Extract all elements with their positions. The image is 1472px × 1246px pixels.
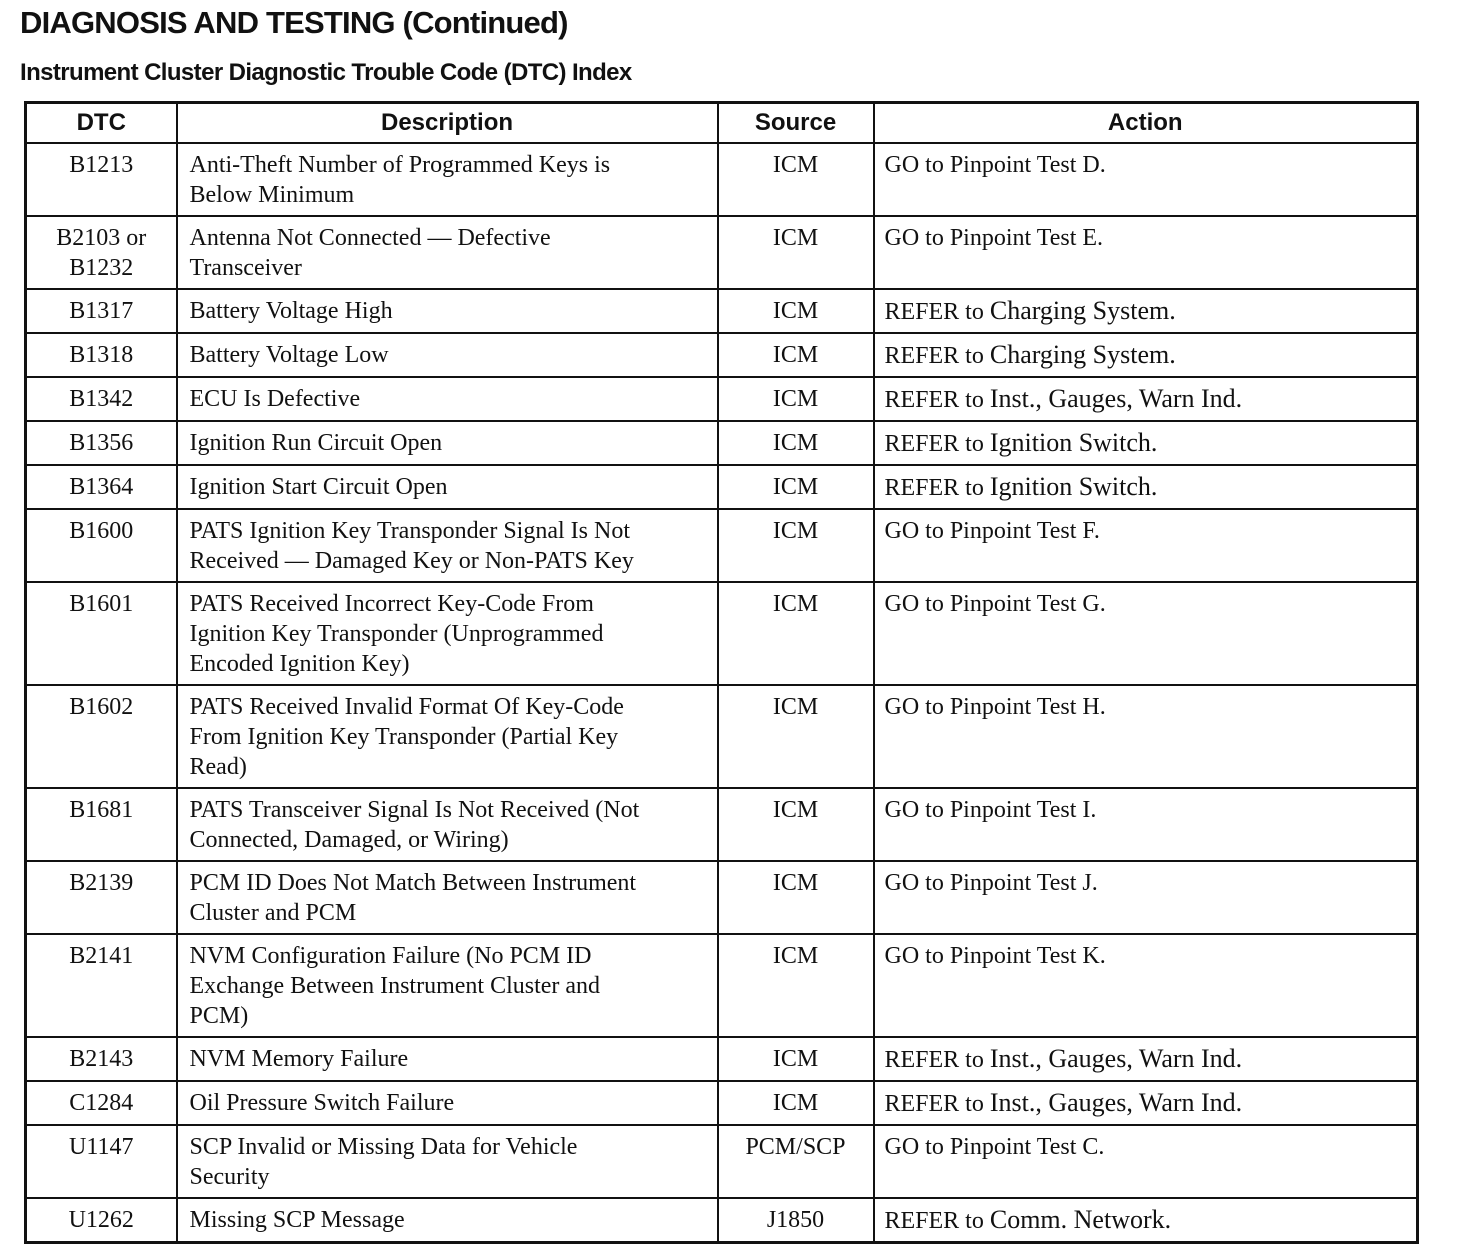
dtc-code-cell (26, 861, 177, 934)
table-row (26, 685, 1418, 788)
table-row (26, 289, 1418, 333)
header-description: Description (177, 103, 718, 144)
dtc-code-cell (26, 582, 177, 685)
action-instruction: GO to Pinpoint Test J. (884, 870, 1098, 896)
description-line: PCM ID Does Not Match Between Instrument (189, 870, 637, 896)
header-row (26, 103, 1418, 144)
action-instruction: REFER to (884, 1047, 984, 1073)
dtc-code-line: B2141 (69, 943, 134, 969)
dtc-code-cell (26, 216, 177, 289)
dtc-code-line: B2139 (69, 870, 134, 896)
description-line: Connected, Damaged, or Wiring) (189, 827, 509, 853)
description-cell (177, 143, 718, 216)
description-line: PCM) (189, 1003, 249, 1029)
description-cell (177, 377, 718, 421)
table-row (26, 333, 1418, 377)
action-cell (874, 1081, 1418, 1125)
source-cell: ICM (718, 788, 874, 861)
action-cell (874, 377, 1418, 421)
dtc-code-line: B1356 (69, 430, 134, 456)
description-line: Encoded Ignition Key) (189, 651, 410, 677)
description-line: NVM Memory Failure (189, 1046, 409, 1072)
dtc-code-line: B1602 (69, 694, 134, 720)
action-reference: Inst., Gauges, Warn Ind. (989, 1044, 1243, 1073)
action-reference: Charging System. (989, 296, 1176, 325)
dtc-code-line: B1342 (69, 386, 134, 412)
dtc-code-cell (26, 421, 177, 465)
action-instruction: GO to Pinpoint Test H. (884, 694, 1106, 720)
dtc-code-cell (26, 509, 177, 582)
action-instruction: GO to Pinpoint Test K. (884, 943, 1106, 969)
action-reference: Ignition Switch. (989, 428, 1158, 457)
action-instruction: REFER to (884, 431, 984, 457)
description-cell (177, 934, 718, 1037)
description-line: Exchange Between Instrument Cluster and (189, 973, 601, 999)
action-instruction: GO to Pinpoint Test E. (884, 225, 1104, 251)
description-line: Anti-Theft Number of Programmed Keys is (189, 152, 611, 178)
dtc-code-line: U1147 (69, 1134, 134, 1160)
dtc-code-cell (26, 377, 177, 421)
dtc-code-line: C1284 (69, 1090, 134, 1116)
table-row (26, 1081, 1418, 1125)
source-cell: ICM (718, 1037, 874, 1081)
description-line: Received — Damaged Key or Non-PATS Key (189, 548, 634, 574)
action-cell (874, 289, 1418, 333)
dtc-code-line: B1318 (69, 342, 134, 368)
description-line: Oil Pressure Switch Failure (189, 1090, 455, 1116)
source-cell: ICM (718, 143, 874, 216)
dtc-code-line: B2143 (69, 1046, 134, 1072)
source-cell: ICM (718, 934, 874, 1037)
action-instruction: GO to Pinpoint Test D. (884, 152, 1106, 178)
description-cell (177, 509, 718, 582)
header-dtc: DTC (26, 103, 177, 144)
dtc-code-cell (26, 1125, 177, 1198)
dtc-code-line: B1601 (69, 591, 134, 617)
table-row (26, 1037, 1418, 1081)
description-line: From Ignition Key Transponder (Partial Key (189, 724, 619, 750)
description-line: Antenna Not Connected — Defective (189, 225, 551, 251)
description-line: Transceiver (189, 255, 302, 281)
dtc-code-cell (26, 934, 177, 1037)
table-row (26, 465, 1418, 509)
table-title: Instrument Cluster Diagnostic Trouble Code (DTC) Index (20, 59, 632, 86)
source-cell: ICM (718, 861, 874, 934)
description-line: Ignition Start Circuit Open (189, 474, 448, 500)
description-line: Security (189, 1164, 270, 1190)
action-instruction: GO to Pinpoint Test I. (884, 797, 1097, 823)
action-instruction: GO to Pinpoint Test F. (884, 518, 1100, 544)
dtc-code-cell (26, 1081, 177, 1125)
action-cell (874, 582, 1418, 685)
table-row (26, 143, 1418, 216)
action-cell (874, 1037, 1418, 1081)
description-line: Read) (189, 754, 247, 780)
dtc-code-line: B1600 (69, 518, 134, 544)
action-instruction: REFER to (884, 475, 984, 501)
dtc-code-cell (26, 465, 177, 509)
dtc-code-cell (26, 289, 177, 333)
dtc-code-cell (26, 143, 177, 216)
description-line: Ignition Key Transponder (Unprogrammed (189, 621, 604, 647)
action-reference: Ignition Switch. (989, 472, 1158, 501)
table-row (26, 509, 1418, 582)
source-cell: ICM (718, 289, 874, 333)
dtc-code-line: B1364 (69, 474, 134, 500)
source-cell: ICM (718, 377, 874, 421)
action-cell (874, 685, 1418, 788)
source-cell: ICM (718, 465, 874, 509)
table-row (26, 788, 1418, 861)
action-cell (874, 1125, 1418, 1198)
description-cell (177, 333, 718, 377)
description-cell (177, 1037, 718, 1081)
action-cell (874, 421, 1418, 465)
description-line: Battery Voltage Low (189, 342, 389, 368)
action-reference: Inst., Gauges, Warn Ind. (989, 1088, 1243, 1117)
action-cell (874, 216, 1418, 289)
table-row (26, 216, 1418, 289)
dtc-code-cell (26, 788, 177, 861)
dtc-code-cell (26, 333, 177, 377)
description-line: SCP Invalid or Missing Data for Vehicle (189, 1134, 578, 1160)
description-cell (177, 421, 718, 465)
description-line: PATS Received Invalid Format Of Key-Code (189, 694, 624, 720)
action-instruction: REFER to (884, 1208, 984, 1234)
description-cell (177, 1125, 718, 1198)
source-cell: ICM (718, 582, 874, 685)
table-header (26, 103, 1418, 144)
dtc-code-line: U1262 (68, 1207, 134, 1233)
action-instruction: GO to Pinpoint Test G. (884, 591, 1106, 617)
source-cell: ICM (718, 333, 874, 377)
description-line: PATS Ignition Key Transponder Signal Is Not (189, 518, 630, 544)
description-cell (177, 289, 718, 333)
dtc-code-line: B1681 (69, 797, 134, 823)
action-cell (874, 333, 1418, 377)
source-cell: ICM (718, 216, 874, 289)
description-cell (177, 861, 718, 934)
action-instruction: GO to Pinpoint Test C. (884, 1134, 1105, 1160)
action-cell (874, 465, 1418, 509)
action-cell (874, 788, 1418, 861)
table-row (26, 582, 1418, 685)
description-cell (177, 1198, 718, 1243)
description-cell (177, 216, 718, 289)
action-reference: Comm. Network. (989, 1205, 1172, 1234)
header-action: Action (874, 103, 1418, 144)
table-row (26, 1198, 1418, 1243)
action-cell (874, 934, 1418, 1037)
description-line: ECU Is Defective (189, 386, 361, 412)
source-cell: J1850 (718, 1198, 874, 1243)
table-body (26, 143, 1418, 1243)
header-source: Source (718, 103, 874, 144)
action-instruction: REFER to (884, 1091, 984, 1117)
source-cell: ICM (718, 509, 874, 582)
source-cell: ICM (718, 421, 874, 465)
dtc-code-line: B1213 (69, 152, 134, 178)
description-cell (177, 582, 718, 685)
description-cell (177, 465, 718, 509)
table-row (26, 377, 1418, 421)
description-line: PATS Received Incorrect Key-Code From (189, 591, 594, 617)
source-cell: PCM/SCP (718, 1125, 874, 1198)
table-row (26, 934, 1418, 1037)
action-instruction: REFER to (884, 387, 984, 413)
description-line: Ignition Run Circuit Open (189, 430, 443, 456)
description-cell (177, 788, 718, 861)
source-cell: ICM (718, 685, 874, 788)
action-cell (874, 509, 1418, 582)
action-instruction: REFER to (884, 343, 984, 369)
dtc-code-line: B2103 or (56, 225, 147, 251)
description-cell (177, 1081, 718, 1125)
page-title: DIAGNOSIS AND TESTING (Continued) (20, 5, 568, 40)
description-line: Below Minimum (189, 182, 355, 208)
dtc-index-table (24, 101, 1419, 1244)
dtc-code-cell (26, 685, 177, 788)
description-line: Missing SCP Message (189, 1207, 405, 1233)
dtc-code-line: B1232 (69, 255, 134, 281)
table-row (26, 861, 1418, 934)
action-instruction: REFER to (884, 299, 984, 325)
action-reference: Charging System. (989, 340, 1176, 369)
table-row (26, 1125, 1418, 1198)
table-row (26, 421, 1418, 465)
action-cell (874, 143, 1418, 216)
dtc-code-cell (26, 1037, 177, 1081)
description-cell (177, 685, 718, 788)
action-reference: Inst., Gauges, Warn Ind. (989, 384, 1243, 413)
action-cell (874, 1198, 1418, 1243)
dtc-code-cell (26, 1198, 177, 1243)
description-line: Battery Voltage High (189, 298, 393, 324)
description-line: NVM Configuration Failure (No PCM ID (189, 943, 592, 969)
description-line: PATS Transceiver Signal Is Not Received (Not (189, 797, 640, 823)
action-cell (874, 861, 1418, 934)
dtc-code-line: B1317 (69, 298, 134, 324)
source-cell: ICM (718, 1081, 874, 1125)
description-line: Cluster and PCM (189, 900, 357, 926)
